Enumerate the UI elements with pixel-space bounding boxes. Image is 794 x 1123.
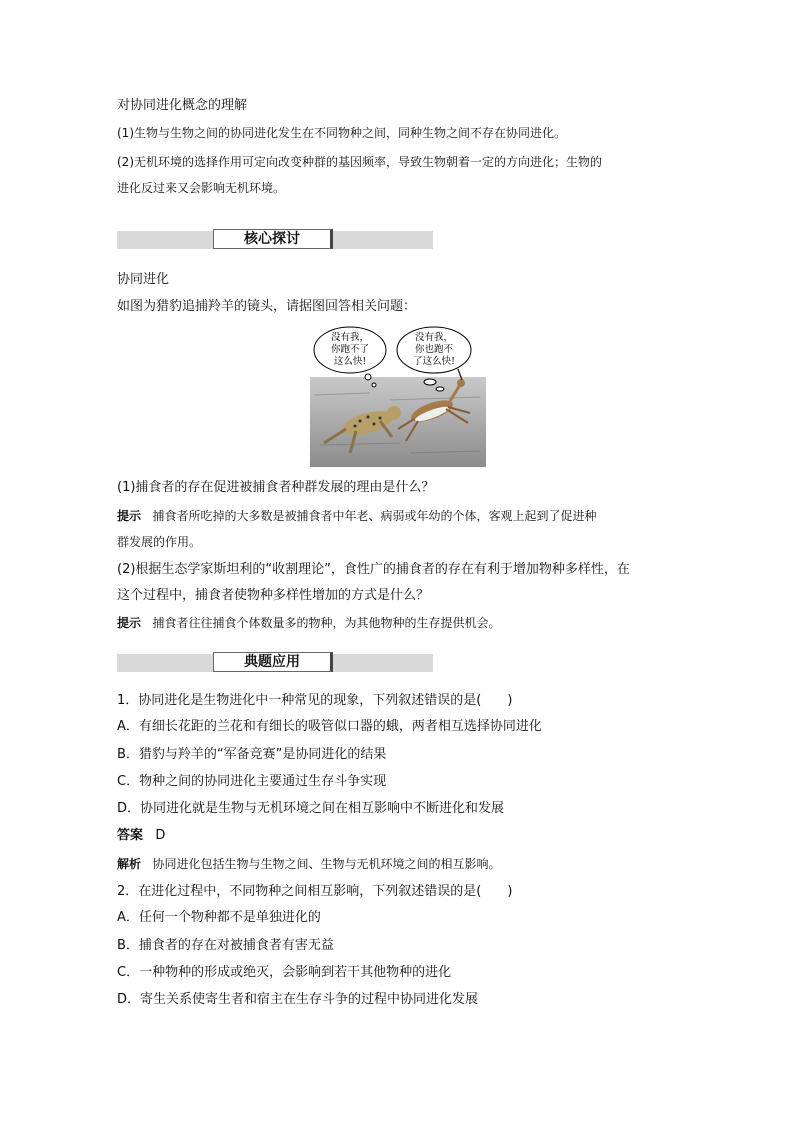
mcq-1-stem: 1．协同进化是生物进化中一种常见的现象，下列叙述错误的是( ) <box>117 693 513 708</box>
bubble-left-line-2: 你跑不了 <box>330 344 370 355</box>
cheetah-gazelle-figure <box>310 325 486 467</box>
concept-title: 对协同进化概念的理解 <box>117 98 248 113</box>
question-1-prompt: (1)捕食者的存在促进被捕食者种群发展的理由是什么？ <box>117 480 435 495</box>
mcq-2-stem: 2．在进化过程中，不同物种之间相互影响，下列叙述错误的是( ) <box>117 884 513 899</box>
answer-label: 答案 <box>117 828 144 843</box>
concept-point-1: (1)生物与生物之间的协同进化发生在不同物种之间，同种生物之间不存在协同进化。 <box>117 126 567 140</box>
mcq-1-answer <box>117 827 165 845</box>
mcq-1-analysis <box>117 855 500 873</box>
hint-label: 提示 <box>117 616 142 630</box>
hint-label: 提示 <box>117 509 142 523</box>
coevolution-intro: 如图为猎豹追捕羚羊的镜头，请据图回答相关问题： <box>117 299 417 314</box>
mcq-2-option-a: A．任何一个物种都不是单独进化的 <box>117 910 321 925</box>
bubble-left-line-1: 没有我， <box>330 332 370 343</box>
mcq-1-option-b: B．猎豹与羚羊的“军备竞赛”是协同进化的结果 <box>117 747 387 762</box>
analysis-label: 解析 <box>117 857 142 871</box>
mcq-2-option-c: C．一种物种的形成或绝灭，会影响到若干其他物种的进化 <box>117 965 452 980</box>
analysis-text: 协同进化包括生物与生物之间、生物与无机环境之间的相互影响。 <box>152 857 501 871</box>
mcq-1-option-d: D．协同进化就是生物与无机环境之间在相互影响中不断进化和发展 <box>117 801 505 816</box>
section-banner-practice <box>117 654 433 672</box>
mcq-1-option-c: C．物种之间的协同进化主要通过生存斗争实现 <box>117 774 387 789</box>
answer-value: D <box>155 828 166 843</box>
question-2-line-1: (2)根据生态学家斯坦利的“收割理论”，食性广的捕食者的存在有利于增加物种多样性，在 <box>117 562 630 577</box>
cheetah-gazelle-illustration <box>310 325 486 467</box>
concept-point-2-line-2: 进化反过来又会影响无机环境。 <box>117 181 286 195</box>
hint-1-line-1 <box>117 507 596 525</box>
hint-2-text: 捕食者往往捕食个体数量多的物种，为其他物种的生存提供机会。 <box>152 616 501 630</box>
bubble-right-line-2: 你也跑不 <box>414 344 454 355</box>
concept-point-2-line-1: (2)无机环境的选择作用可定向改变种群的基因频率，导致生物朝着一定的方向进化；生物的 <box>117 155 603 169</box>
bubble-right-line-1: 没有我， <box>414 332 454 343</box>
section-title-core: 核心探讨 <box>213 229 333 249</box>
bubble-right-line-3: 了这么快! <box>413 356 455 367</box>
section-banner-core <box>117 231 433 249</box>
section-title-practice: 典题应用 <box>213 652 333 672</box>
mcq-2-option-d: D．寄生关系使寄生者和宿主在生存斗争的过程中协同进化发展 <box>117 992 479 1007</box>
hint-1-line-2: 群发展的作用。 <box>117 535 202 549</box>
coevolution-heading: 协同进化 <box>117 272 170 287</box>
hint-1-text: 捕食者所吃掉的大多数是被捕食者中年老、病弱或年幼的个体，客观上起到了促进种 <box>152 509 597 523</box>
mcq-2-option-b: B．捕食者的存在对被捕食者有害无益 <box>117 938 334 953</box>
photo-background <box>310 377 486 467</box>
question-2-line-2: 这个过程中，捕食者使物种多样性增加的方式是什么？ <box>117 588 430 603</box>
hint-2 <box>117 614 500 632</box>
mcq-1-option-a: A．有细长花距的兰花和有细长的吸管似口器的蛾，两者相互选择协同进化 <box>117 719 542 734</box>
bubble-left-line-3: 这么快! <box>333 356 367 367</box>
